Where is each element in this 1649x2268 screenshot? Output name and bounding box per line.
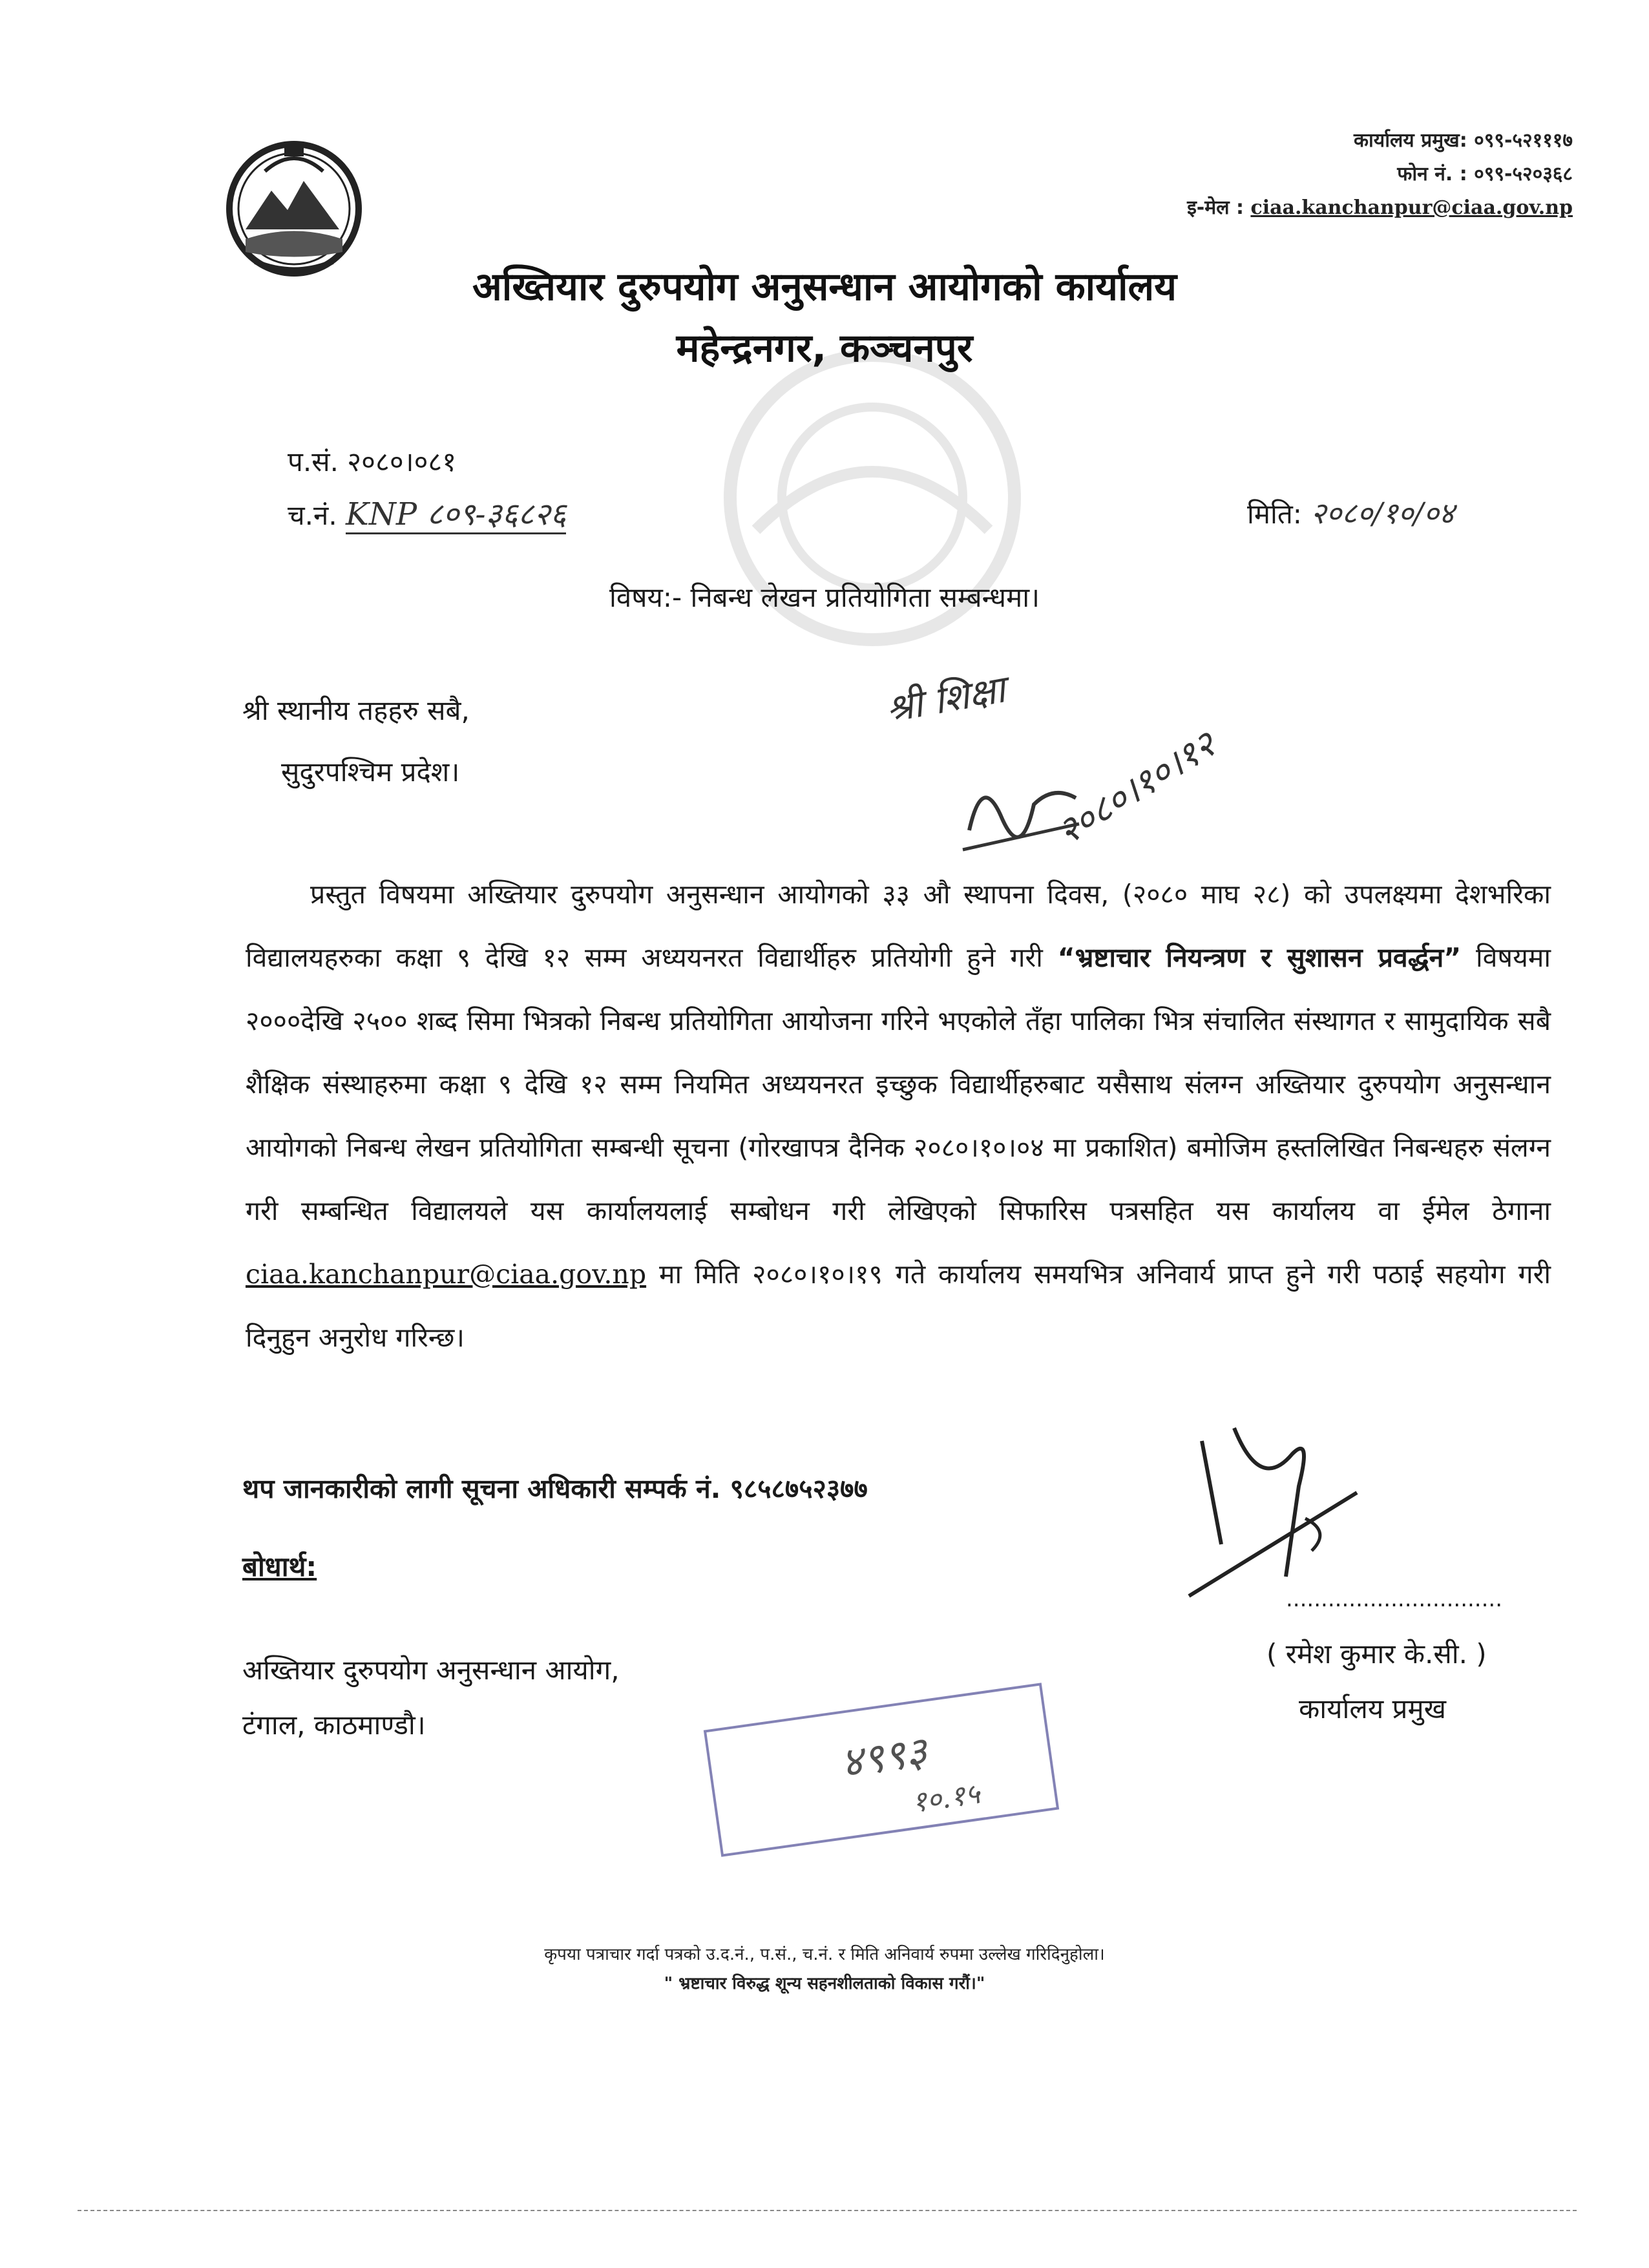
office-email-link[interactable]: ciaa.kanchanpur@ciaa.gov.np bbox=[1250, 196, 1573, 219]
footer-instruction-line: कृपया पत्राचार गर्दा पत्रको उ.द.नं., प.सं., च.नं. र मिति अनिवार्य रुपमा उल्लेख गरिदिनुहोला। bbox=[544, 1945, 1105, 1964]
office-name-heading: अख्तियार दुरुपयोग अनुसन्धान आयोगको कार्यालय bbox=[472, 264, 1177, 310]
dispatch-prefix: च.नं. bbox=[288, 499, 337, 531]
handwritten-note-1: श्री शिक्षा bbox=[882, 667, 1009, 731]
date-value-handwritten: २०८०/१०/०४ bbox=[1310, 496, 1455, 530]
body-email-link[interactable]: ciaa.kanchanpur@ciaa.gov.np bbox=[246, 1259, 647, 1290]
letter-body-paragraph bbox=[246, 863, 1551, 1369]
office-phone: फोन नं. : ०९९-५२०३६८ bbox=[1397, 163, 1573, 185]
fiscal-year-ref: प.सं. २०८०।०८१ bbox=[288, 446, 457, 478]
cc-line-2: टंगाल, काठमाण्डौ। bbox=[242, 1709, 426, 1741]
office-chief-phone: कार्यालय प्रमुख: ०९९-५२१११७ bbox=[1353, 129, 1573, 152]
stamp-number: ४९९३ bbox=[837, 1728, 930, 1788]
handwritten-note-2: २०८०।१०।१२ bbox=[1050, 723, 1224, 854]
body-topic-bold: “भ्रष्टाचार नियन्त्रण र सुशासन प्रवर्द्धन” bbox=[1057, 942, 1462, 973]
received-stamp bbox=[704, 1683, 1059, 1857]
cc-heading: बोधार्थ: bbox=[242, 1551, 317, 1582]
handwritten-initial-scribble bbox=[956, 759, 1086, 856]
signature-scribble bbox=[1163, 1415, 1370, 1602]
footer-slogan: " भ्रष्टाचार विरुद्ध शून्य सहनशीलताको विकास गरौं।" bbox=[664, 1974, 985, 1993]
body-text-part-3: मा मिति २०८०।१०।१९ गते कार्यालय समयभित्र अनिवार्य प्राप्त हुने गरी पठाई सहयोग गरी दिनुहुन अनुरोध गरिन्छ। bbox=[246, 1259, 1551, 1353]
contact-block bbox=[1187, 124, 1573, 225]
recipient-line-2: सुदुरपश्चिम प्रदेश। bbox=[281, 756, 460, 788]
dispatch-number-handwritten: KNP ८०९-३६८२६ bbox=[346, 496, 566, 534]
letter-date-row bbox=[1247, 492, 1455, 532]
bottom-divider bbox=[78, 2210, 1577, 2211]
dispatch-number-row bbox=[288, 492, 566, 534]
body-text-part-2: विषयमा २०००देखि २५०० शब्द सिमा भित्रको निबन्ध प्रतियोगिता आयोजना गरिने भएकोले तँहा पालिका भित्र संचालित संस्थागत र सामुदायिक सबै शैक्षिक संस्थाहरुमा कक्षा ९ देखि १२ सम्म नियमित अध्ययनरत इच्छुक विद्यार्थीहरुबाट यसैसाथ संलग्न अख्तियार दुरुपयोग अनुसन्धान आयोगको निबन्ध लेखन प्रतियोगिता सम्बन्धी सूचना (गोरखापत्र दैनिक २०८०।१०।०४ मा प्रकाशित) बमोजिम हस्तलिखित निबन्धहरु संलग्न गरी सम्बन्धित विद्यालयले यस कार्यालयलाई सम्बोधन गरी लेखिएको सिफारिस पत्रसहित यस कार्यालय वा ईमेल ठेगाना bbox=[246, 942, 1551, 1226]
stamp-date: १०.१५ bbox=[910, 1777, 982, 1820]
cc-line-1: अख्तियार दुरुपयोग अनुसन्धान आयोग, bbox=[242, 1654, 620, 1686]
letter-subject: विषय:- निबन्ध लेखन प्रतियोगिता सम्बन्धमा। bbox=[609, 582, 1040, 613]
recipient-line-1: श्री स्थानीय तहहरु सबै, bbox=[242, 695, 470, 726]
body-text-part-1: प्रस्तुत विषयमा अख्तियार दुरुपयोग अनुसन्धान आयोगको ३३ औ स्थापना दिवस, (२०८० माघ २८) को उपलक्ष्यमा देशभरिका विद्यालयहरुका कक्षा ९ देखि १२ सम्म अध्ययनरत विद्यार्थीहरु प्रतियोगी हुने गरी bbox=[246, 879, 1551, 973]
date-label: मिति: bbox=[1247, 498, 1302, 530]
information-officer-contact: थप जानकारीको लागी सूचना अधिकारी सम्पर्क नं. ९८५८७५२३७७ bbox=[242, 1473, 868, 1504]
office-email-row bbox=[1187, 191, 1573, 225]
email-label: इ-मेल : bbox=[1187, 196, 1244, 219]
signatory-title: कार्यालय प्रमुख bbox=[1299, 1693, 1446, 1725]
signatory-name: ( रमेश कुमार के.सी. ) bbox=[1266, 1638, 1487, 1670]
signature-dots: ............................... bbox=[1286, 1586, 1503, 1612]
office-location-heading: महेन्द्रनगर, कञ्चनपुर bbox=[676, 326, 973, 371]
